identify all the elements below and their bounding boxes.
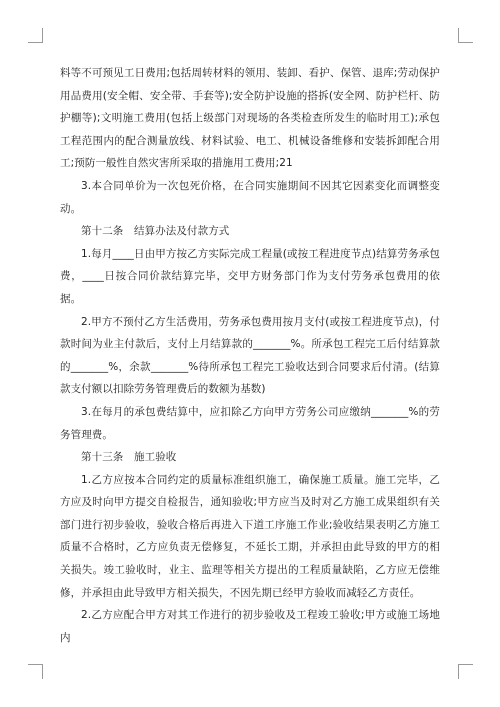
- heading-article-13: 第十三条 施工验收: [81, 451, 177, 464]
- crop-mark-top-right: [458, 28, 473, 43]
- paragraph-management-fee: 3.在每月的承包费结算中，应扣除乙方向甲方劳务公司应缴纳_______%的劳务管理费。: [60, 405, 440, 441]
- crop-mark-bottom-right: [458, 664, 473, 679]
- paragraph-monthly-settlement: 1.每月____日由甲方按乙方实际完成工程量(或按工程进度节点)结算劳务承包费，____日按合同价款结算完毕，交甲方财务部门作为支付劳务承包费用的依据。: [60, 247, 440, 305]
- crop-mark-bottom-left: [28, 664, 43, 679]
- crop-mark-top-left: [28, 28, 43, 43]
- document-body: [60, 62, 440, 649]
- paragraph-labor-costs: 料等不可预见工日费用;包括周转材料的领用、装卸、看护、保管、退库;劳动保护用品费用(安全帽、安全带、手套等);安全防护设施的搭拆(安全网、防护栏杆、防护棚等);文明施工费用(包括上级部门对现场的各类检查所发生的临时用工);承包工程范围内的配合测量放线、材料试验、电工、机械设备维修和安装拆卸配合用工;预防一般性自然灾害所采取的措施用工费用;21: [60, 67, 440, 170]
- paragraph-quality-acceptance: 1.乙方应按本合同约定的质量标准组织施工，确保施工质量。施工完毕，乙方应及时向甲方提交自检报告，通知验收;甲方应当及时对乙方施工成果组织有关部门进行初步验收，验收合格后再进入下道工序施工作业;验收结果表明乙方施工质量不合格时，乙方应负责无偿修复，不延长工期，并承担由此导致的甲方的相关损失。竣工验收时，业主、监理等相关方提出的工程质量缺陷，乙方应无偿维修，并承担由此导致甲方相关损失，不因先期已经甲方验收而减轻乙方责任。: [60, 473, 440, 599]
- heading-article-12: 第十二条 结算办法及付款方式: [81, 225, 230, 238]
- paragraph-fixed-price: 3.本合同单价为一次包死价格，在合同实施期间不因其它因素变化而调整变动。: [60, 179, 440, 215]
- paragraph-payment-terms: 2.甲方不预付乙方生活费用，劳务承包费用按月支付(或按工程进度节点)，付款时间为业主付款后，支付上月结算款的_______%。所承包工程完工后付结算款的_______%，余款_______%待所承包工程完工验收达到合同要求后付清。(结算款支付额以扣除劳务管理费后的数额为基数): [60, 315, 440, 396]
- paragraph-cooperation: 2.乙方应配合甲方对其工作进行的初步验收及工程竣工验收;甲方或施工场地内: [60, 609, 440, 644]
